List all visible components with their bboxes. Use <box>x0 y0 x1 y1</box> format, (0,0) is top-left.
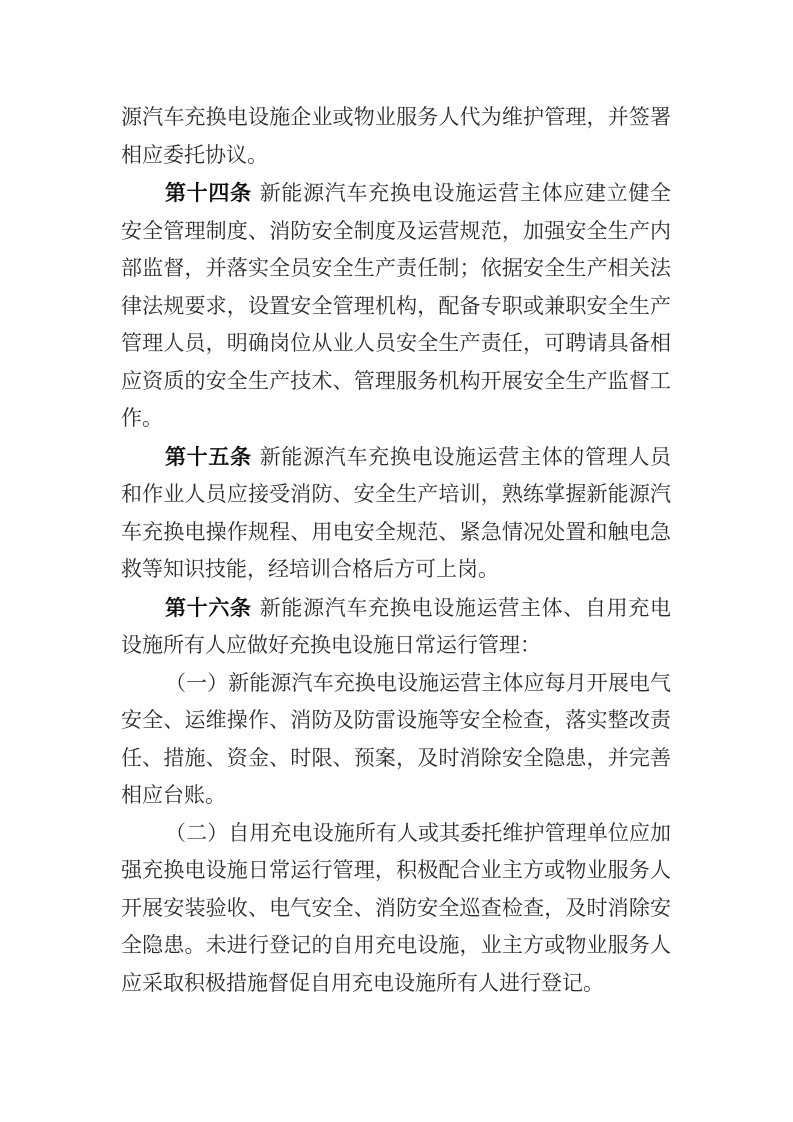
text-line <box>121 965 671 1003</box>
text-line <box>121 213 671 251</box>
text-line <box>121 890 671 928</box>
text-line <box>121 627 671 665</box>
text-line <box>121 288 671 326</box>
text-line <box>121 514 671 552</box>
line-text: 开展安装验收、电气安全、消防安全巡查检查，及时消除安 <box>121 895 671 920</box>
line-text: （二）自用充电设施所有人或其委托维护管理单位应加 <box>165 820 671 845</box>
text-line <box>121 438 671 477</box>
text-line <box>121 702 671 740</box>
paragraph <box>121 665 671 815</box>
text-line <box>121 815 671 853</box>
text-line <box>121 250 671 288</box>
paragraph <box>121 99 671 174</box>
line-text: 全隐患。未进行登记的自用充电设施，业主方或物业服务人 <box>121 933 671 957</box>
line-text: 和作业人员应接受消防、安全生产培训，熟练掌握新能源汽 <box>121 482 671 506</box>
line-text: 强充换电设施日常运行管理，积极配合业主方或物业服务人 <box>121 858 671 882</box>
paragraph <box>121 815 671 1003</box>
line-text: 作。 <box>121 406 163 430</box>
article-paragraph <box>121 589 671 665</box>
document-page <box>121 99 671 1002</box>
text-line <box>121 99 671 137</box>
article-paragraph <box>121 438 671 589</box>
article-heading: 第十六条 <box>165 594 252 620</box>
line-text: 新能源汽车充换电设施运营主体、自用充电 <box>259 595 672 620</box>
line-text: 新能源汽车充换电设施运营主体的管理人员 <box>259 444 672 469</box>
text-line <box>121 363 671 401</box>
line-text: 救等知识技能，经培训合格后方可上岗。 <box>121 557 499 581</box>
line-text: 相应台账。 <box>121 783 226 807</box>
line-text: 源汽车充换电设施企业或物业服务人代为维护管理，并签署 <box>121 105 671 129</box>
line-text: 应资质的安全生产技术、管理服务机构开展安全生产监督工 <box>121 368 671 393</box>
article-heading: 第十五条 <box>165 443 252 469</box>
line-text: 任、措施、资金、时限、预案，及时消除安全隐患，并完善 <box>121 745 671 770</box>
text-line <box>121 476 671 514</box>
line-text: 管理人员，明确岗位从业人员安全生产责任，可聘请具备相 <box>121 331 671 355</box>
text-line <box>121 740 671 778</box>
line-text: （一）新能源汽车充换电设施运营主体应每月开展电气 <box>165 670 671 695</box>
text-line <box>121 852 671 890</box>
line-text: 部监督，并落实全员安全生产责任制；依据安全生产相关法 <box>121 256 671 280</box>
line-text: 应采取积极措施督促自用充电设施所有人进行登记。 <box>121 970 604 995</box>
line-text: 车充换电操作规程、用电安全规范、紧急情况处置和触电急 <box>121 519 671 544</box>
article-paragraph <box>121 174 671 438</box>
text-line <box>121 777 671 815</box>
line-text: 新能源汽车充换电设施运营主体应建立健全 <box>259 181 672 205</box>
text-line <box>121 137 671 175</box>
text-line <box>121 551 671 589</box>
text-line <box>121 174 671 213</box>
text-line <box>121 325 671 363</box>
text-line <box>121 400 671 438</box>
line-text: 律法规要求，设置安全管理机构，配备专职或兼职安全生产 <box>121 293 671 318</box>
line-text: 相应委托协议。 <box>121 142 268 167</box>
article-heading: 第十四条 <box>165 180 252 205</box>
text-line <box>121 589 671 628</box>
line-text: 安全管理制度、消防安全制度及运营规范，加强安全生产内 <box>121 218 671 243</box>
line-text: 设施所有人应做好充换电设施日常运行管理： <box>121 633 541 657</box>
line-text: 安全、运维操作、消防及防雷设施等安全检查，落实整改责 <box>121 708 671 732</box>
text-line <box>121 927 671 965</box>
text-line <box>121 665 671 703</box>
